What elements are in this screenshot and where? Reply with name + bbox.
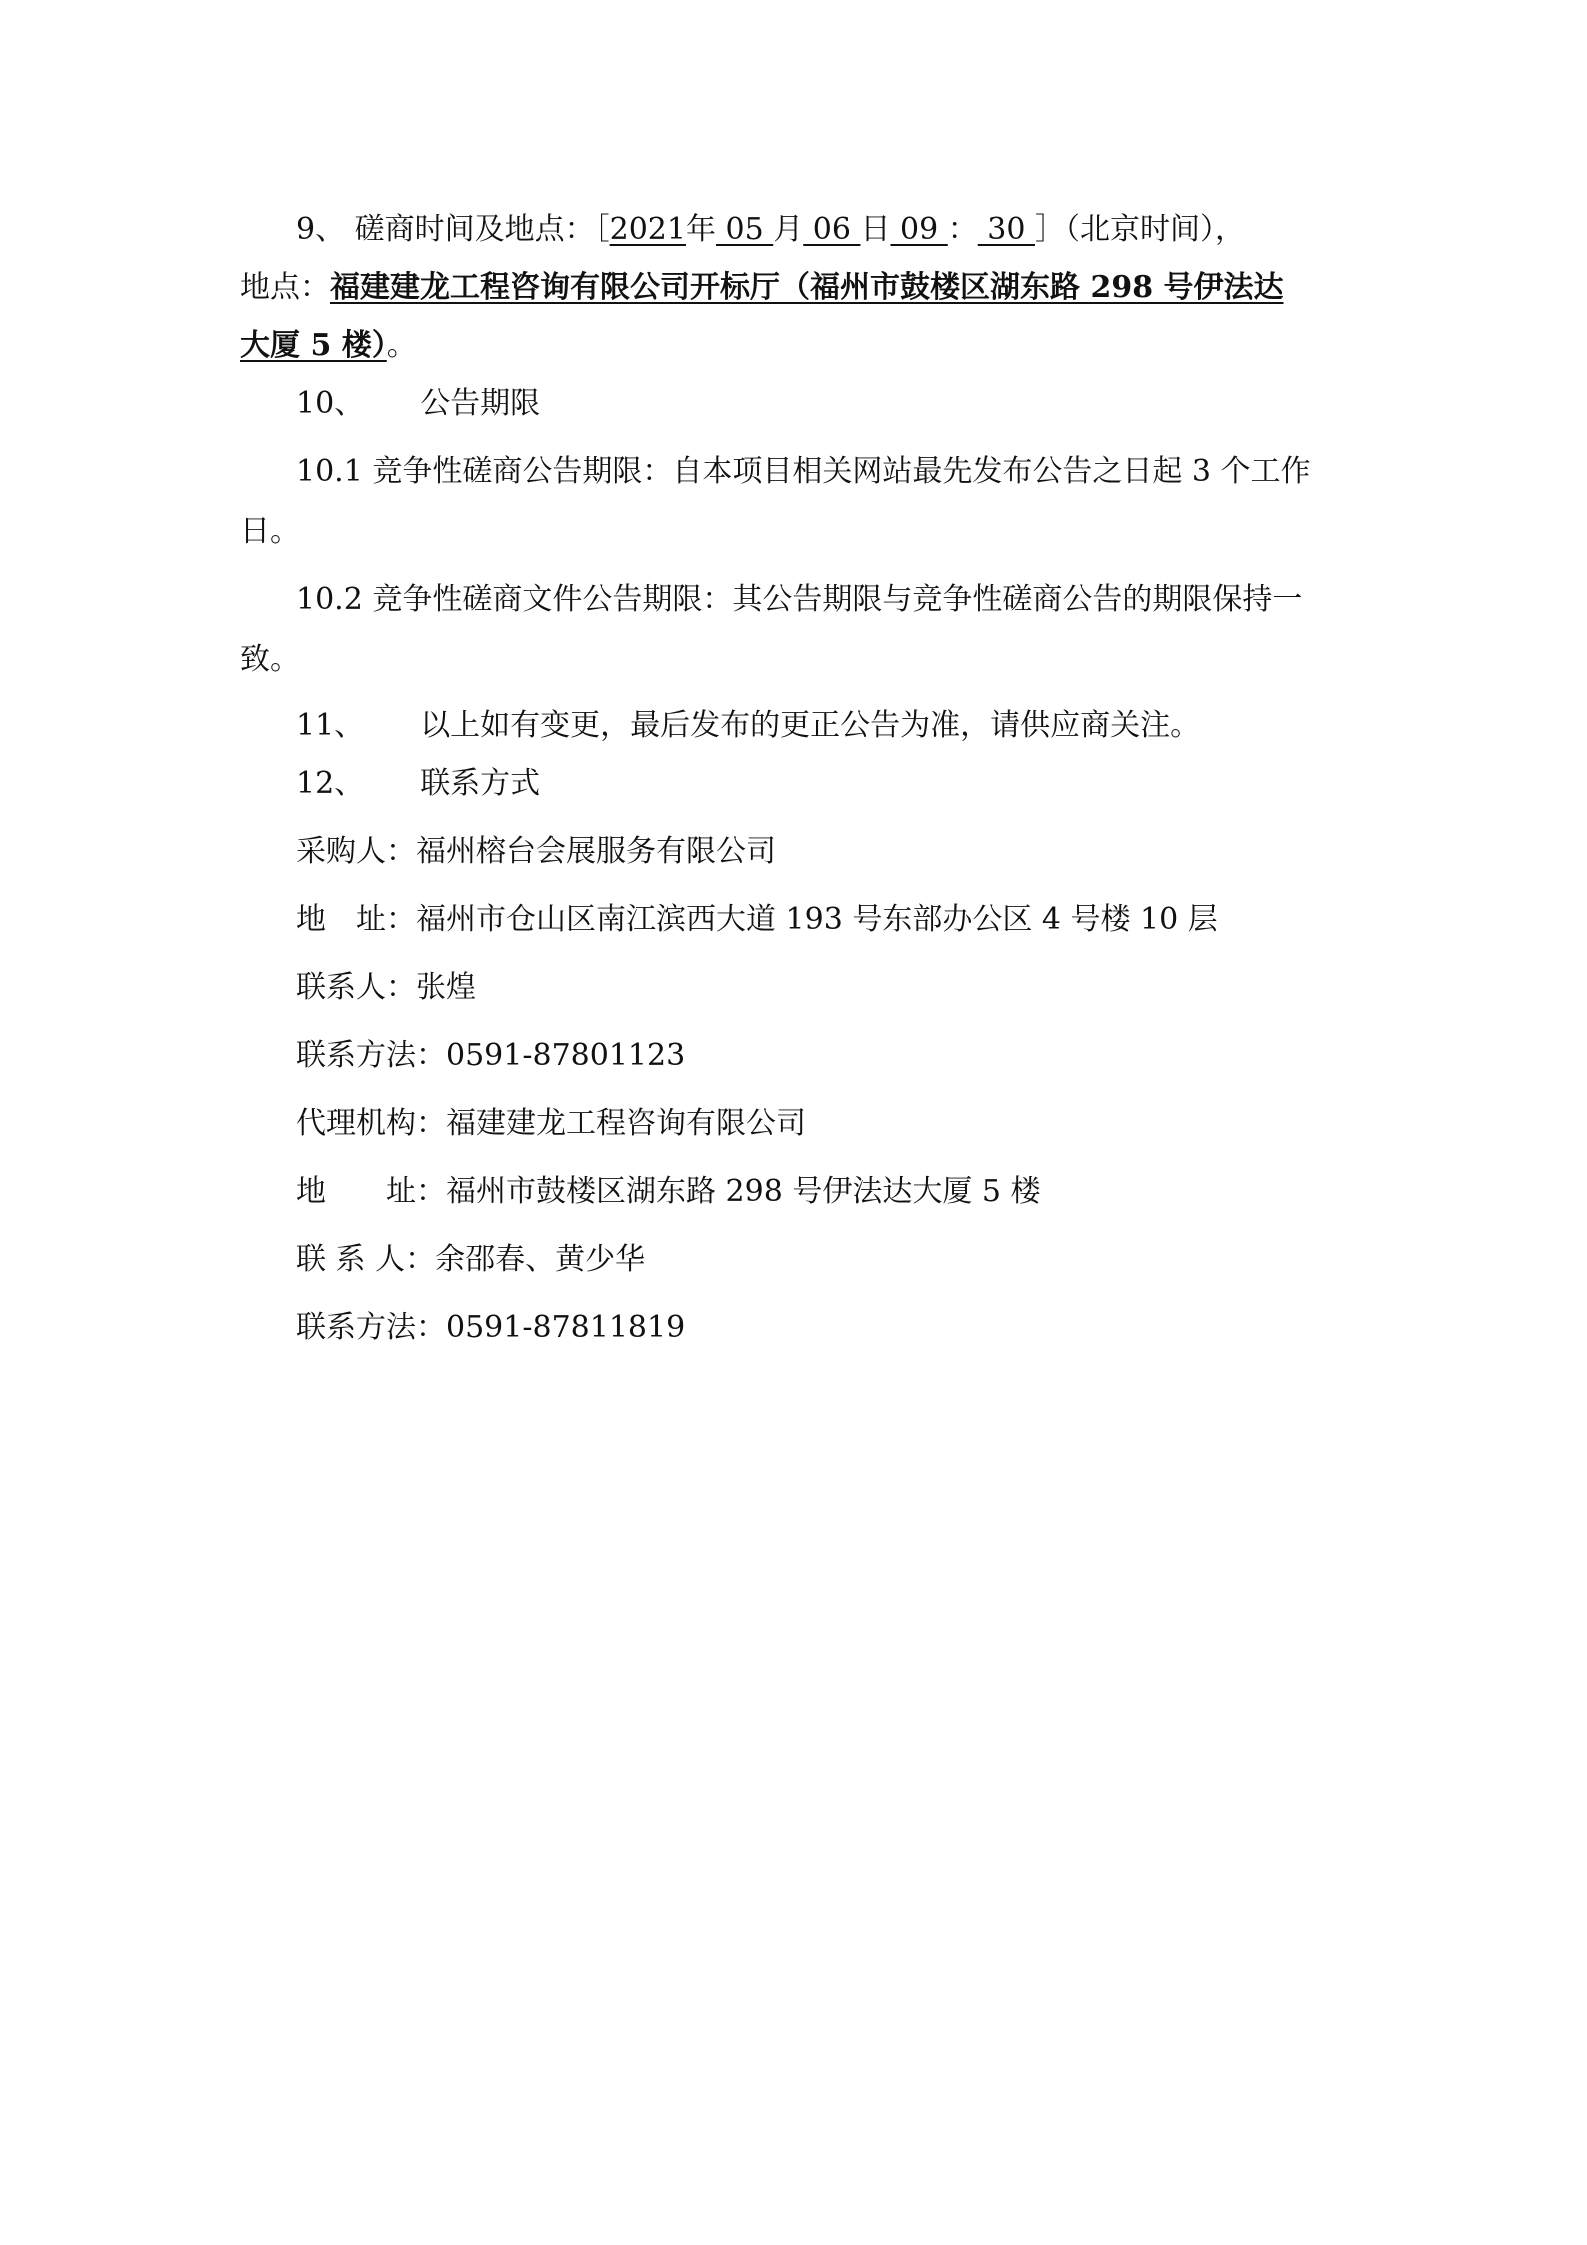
purchaser-name: 采购人：福州榕台会展服务有限公司	[296, 834, 776, 869]
item9-close: ］（北京时间），	[1034, 212, 1245, 247]
item10-sub2-line1: 10.2 竞争性磋商文件公告期限：其公告期限与竞争性磋商公告的期限保持一	[296, 582, 1303, 617]
item9-month: 05	[715, 212, 774, 247]
item9-month-unit: 月	[773, 212, 804, 247]
item9-line1	[296, 210, 1245, 250]
item9-minute: 30	[977, 212, 1035, 247]
item9-year-unit: 年	[685, 212, 716, 247]
agency-contact: 联 系 人：余邵春、黄少华	[296, 1242, 646, 1277]
item10-sub1-line1: 10.1 竞争性磋商公告期限：自本项目相关网站最先发布公告之日起 3 个工作	[296, 454, 1311, 489]
item9-day: 06	[803, 212, 861, 247]
item9-day-unit: 日	[860, 212, 891, 247]
item10-title: 公告期限	[420, 386, 541, 421]
item9-label: 9、 磋商时间及地点：［	[296, 212, 610, 247]
item11	[296, 706, 1200, 746]
purchaser-address: 地 址：福州市仓山区南江滨西大道 193 号东部办公区 4 号楼 10 层	[296, 902, 1218, 937]
agency-phone: 联系方法：0591-87811819	[296, 1310, 686, 1345]
item9-line3	[240, 326, 417, 366]
item9-place-label: 地点：	[240, 270, 330, 305]
item9-colon: ：	[947, 212, 978, 247]
agency-address: 地 址：福州市鼓楼区湖东路 298 号伊法达大厦 5 楼	[296, 1174, 1041, 1209]
item12-num: 12、	[296, 766, 365, 801]
item9-year: 2021	[609, 212, 686, 247]
item11-text: 以上如有变更，最后发布的更正公告为准，请供应商关注。	[420, 708, 1201, 743]
item12-title: 联系方式	[420, 766, 541, 801]
item12-heading	[296, 764, 540, 804]
item9-place-line1: 福建建龙工程咨询有限公司开标厅（福州市鼓楼区湖东路 298 号伊法达	[330, 270, 1284, 305]
purchaser-contact: 联系人：张煌	[296, 970, 476, 1005]
item9-place-end: 。	[386, 328, 417, 363]
item9-line2	[240, 268, 1284, 308]
item10-heading	[296, 384, 540, 424]
agency-name: 代理机构：福建建龙工程咨询有限公司	[296, 1106, 806, 1141]
item10-sub1-line2: 日。	[240, 514, 300, 549]
item10-num: 10、	[296, 386, 365, 421]
purchaser-phone: 联系方法：0591-87801123	[296, 1038, 686, 1073]
item9-hour: 09	[890, 212, 948, 247]
item10-sub2-line2: 致。	[240, 642, 300, 677]
item9-place-line2: 大厦 5 楼）	[240, 328, 387, 363]
item11-num: 11、	[296, 708, 365, 743]
